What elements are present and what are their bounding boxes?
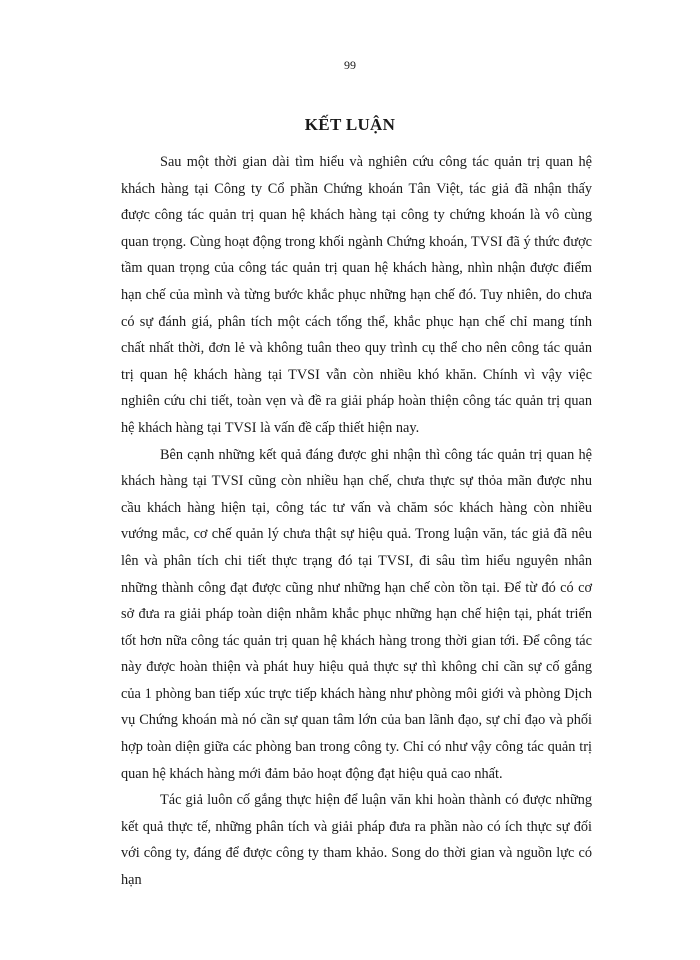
paragraph: Tác giả luôn cố gắng thực hiện để luận văn khi hoàn thành có được những kết quả thực tế, những phân tích và giải pháp đưa ra phần nào có ích thực sự đối với công ty, đáng để được công ty tham khảo. Song do thời gian và nguồn lực có hạn [121,792,592,889]
paragraph: Sau một thời gian dài tìm hiểu và nghiên cứu công tác quản trị quan hệ khách hàng tại Công ty Cổ phần Chứng khoán Tân Việt, tác giả đã nhận thấy được công tác quản trị quan hệ khách hàng tại công ty chứng khoán là vô cùng quan trọng. Cùng hoạt động trong khối ngành Chứng khoán, TVSI đã ý thức được tầm quan trọng của công tác quản trị quan hệ khách hàng, nhìn nhận được điểm hạn chế của mình và từng bước khắc phục những hạn chế đó. Tuy nhiên, do chưa có sự đánh giá, phân tích một cách tổng thể, khắc phục hạn chế chỉ mang tính chất nhất thời, đơn lẻ và không tuân theo quy trình cụ thể cho nên công tác quản trị quan hệ khách hàng tại TVSI vẫn còn nhiều khó khăn. Chính vì vậy việc nghiên cứu chi tiết, toàn vẹn và đề ra giải pháp hoàn thiện công tác quản trị quan hệ khách hàng tại TVSI là vấn đề cấp thiết hiện nay. [121,154,592,436]
page-number: 99 [344,58,356,72]
page-title: KẾT LUẬN [304,115,396,134]
paragraph: Bên cạnh những kết quả đáng được ghi nhận thì công tác quản trị quan hệ khách hàng tại TVSI cũng còn nhiều hạn chế, chưa thực sự thỏa mãn được nhu cầu khách hàng hiện tại, công tác tư vấn và chăm sóc khách hàng còn nhiều vướng mắc, cơ chế quản lý chưa thật sự hiệu quả. Trong luận văn, tác giả đã nêu lên và phân tích chi tiết thực trạng đó tại TVSI, đi sâu tìm hiểu nguyên nhân những thành công đạt được cũng như những hạn chế còn tồn tại. Để từ đó có cơ sở đưa ra giải pháp toàn diện nhằm khắc phục những hạn chế hiện tại, phát triển tốt hơn nữa công tác quản trị quan hệ khách hàng trong thời gian tới. Để công tác này được hoàn thiện và phát huy hiệu quả thực sự thì không chỉ cần sự cố gắng của 1 phòng ban tiếp xúc trực tiếp khách hàng như phòng môi giới và phòng Dịch vụ Chứng khoán mà nó cần sự quan tâm lớn của ban lãnh đạo, sự chỉ đạo và phối hợp toàn diện giữa các phòng ban trong công ty. Chỉ có như vậy công tác quản trị quan hệ khách hàng mới đảm bảo hoạt động đạt hiệu quả cao nhất. [121,446,592,782]
body-text [121,149,592,894]
